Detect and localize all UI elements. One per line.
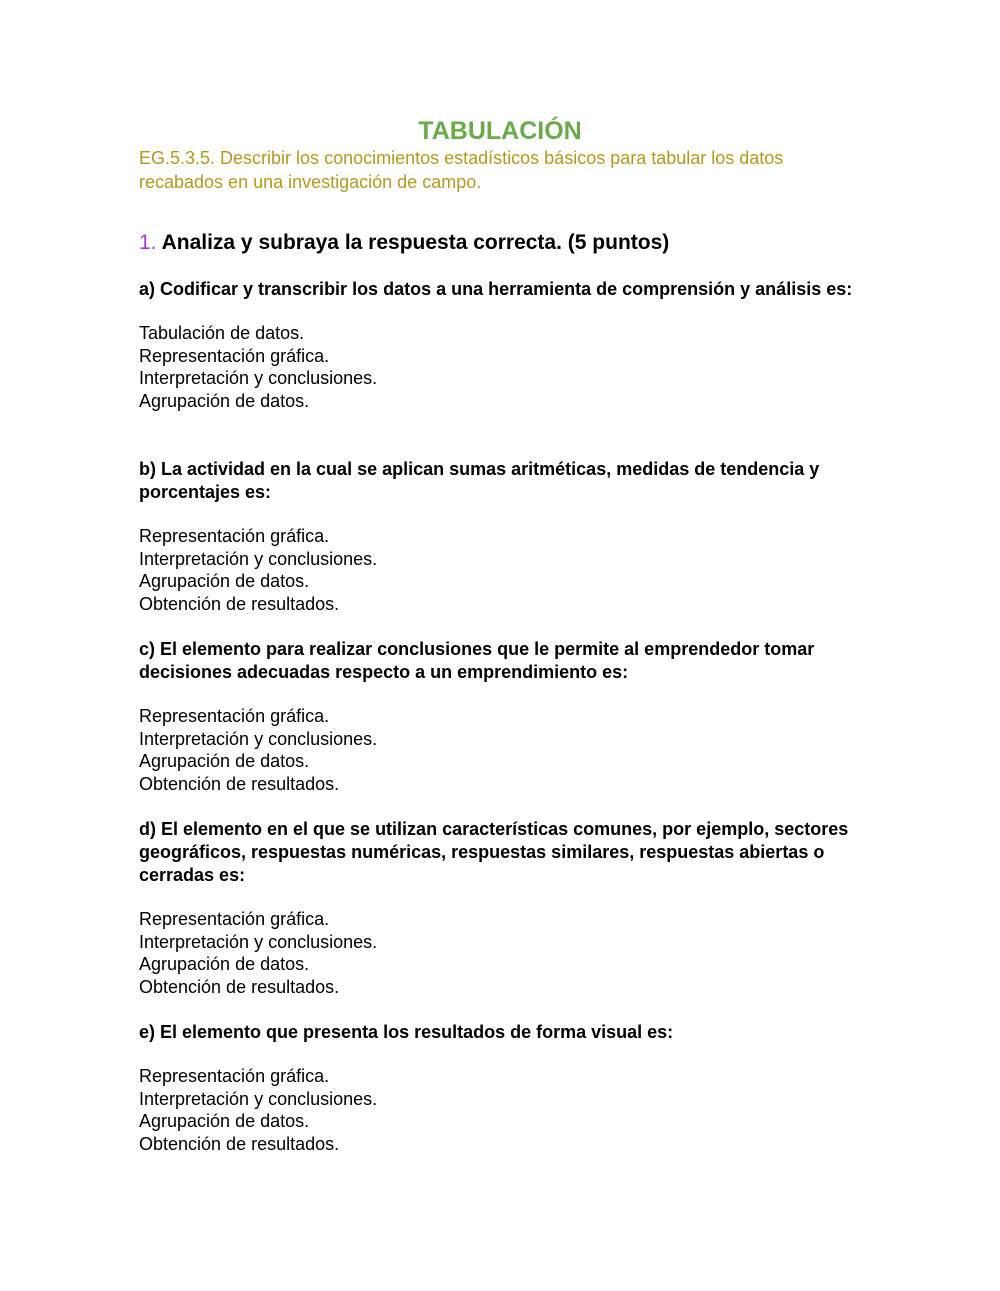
answer-option[interactable]: Obtención de resultados. (139, 977, 340, 998)
question-text: a) Codificar y transcribir los datos a una herramienta de comprensión y análisis es: (139, 279, 853, 299)
answer-option[interactable]: Representación gráfica. (139, 706, 330, 726)
question-a (139, 278, 859, 413)
answer-option[interactable]: Obtención de resultados. (139, 1134, 340, 1155)
answer-option[interactable]: Agrupación de datos. (139, 751, 310, 772)
answer-options (139, 705, 859, 796)
question-text: c) El elemento para realizar conclusiones que le permite al emprendedor tomar decisiones adecuadas respecto a un emprendimiento es: (139, 639, 815, 682)
answer-option[interactable]: Tabulación de datos. (139, 323, 305, 343)
question-text: e) El elemento que presenta los resultados de forma visual es: (139, 1022, 674, 1042)
learning-objective: EG.5.3.5. Describir los conocimientos estadísticos básicos para tabular los datos recabados en una investigación de campo. (139, 148, 784, 192)
question-e (139, 1021, 859, 1156)
answer-options (139, 322, 859, 413)
question-d (139, 818, 859, 999)
answer-option[interactable]: Interpretación y conclusiones. (139, 368, 378, 389)
answer-option[interactable]: Representación gráfica. (139, 909, 330, 929)
answer-option[interactable]: Interpretación y conclusiones. (139, 1088, 378, 1109)
answer-option[interactable]: Interpretación y conclusiones. (139, 931, 378, 952)
section-number: 1. (139, 231, 157, 254)
answer-option[interactable]: Agrupación de datos. (139, 954, 310, 975)
answer-options (139, 908, 859, 999)
question-b (139, 458, 859, 616)
answer-option[interactable]: Representación gráfica. (139, 526, 330, 546)
answer-options (139, 1065, 859, 1156)
answer-option[interactable]: Obtención de resultados. (139, 774, 340, 795)
answer-option[interactable]: Interpretación y conclusiones. (139, 548, 378, 569)
answer-option[interactable]: Representación gráfica. (139, 345, 330, 366)
answer-option[interactable]: Interpretación y conclusiones. (139, 728, 378, 749)
section-heading (139, 229, 899, 257)
answer-option[interactable]: Representación gráfica. (139, 1066, 330, 1086)
answer-option[interactable]: Agrupación de datos. (139, 571, 310, 592)
answer-options (139, 525, 859, 616)
question-text: b) La actividad en la cual se aplican sumas aritméticas, medidas de tendencia y porcentajes es: (139, 459, 820, 502)
question-text: d) El elemento en el que se utilizan características comunes, por ejemplo, sectores geográficos, respuestas numéricas, respuestas similares, respuestas abiertas o cerradas es: (139, 819, 849, 885)
section-instruction: Analiza y subraya la respuesta correcta. (5 puntos) (161, 231, 670, 254)
answer-option[interactable]: Agrupación de datos. (139, 1111, 310, 1132)
answer-option[interactable]: Agrupación de datos. (139, 391, 310, 412)
answer-option[interactable]: Obtención de resultados. (139, 594, 340, 615)
page-title: TABULACIÓN (418, 117, 582, 145)
question-c (139, 638, 859, 796)
